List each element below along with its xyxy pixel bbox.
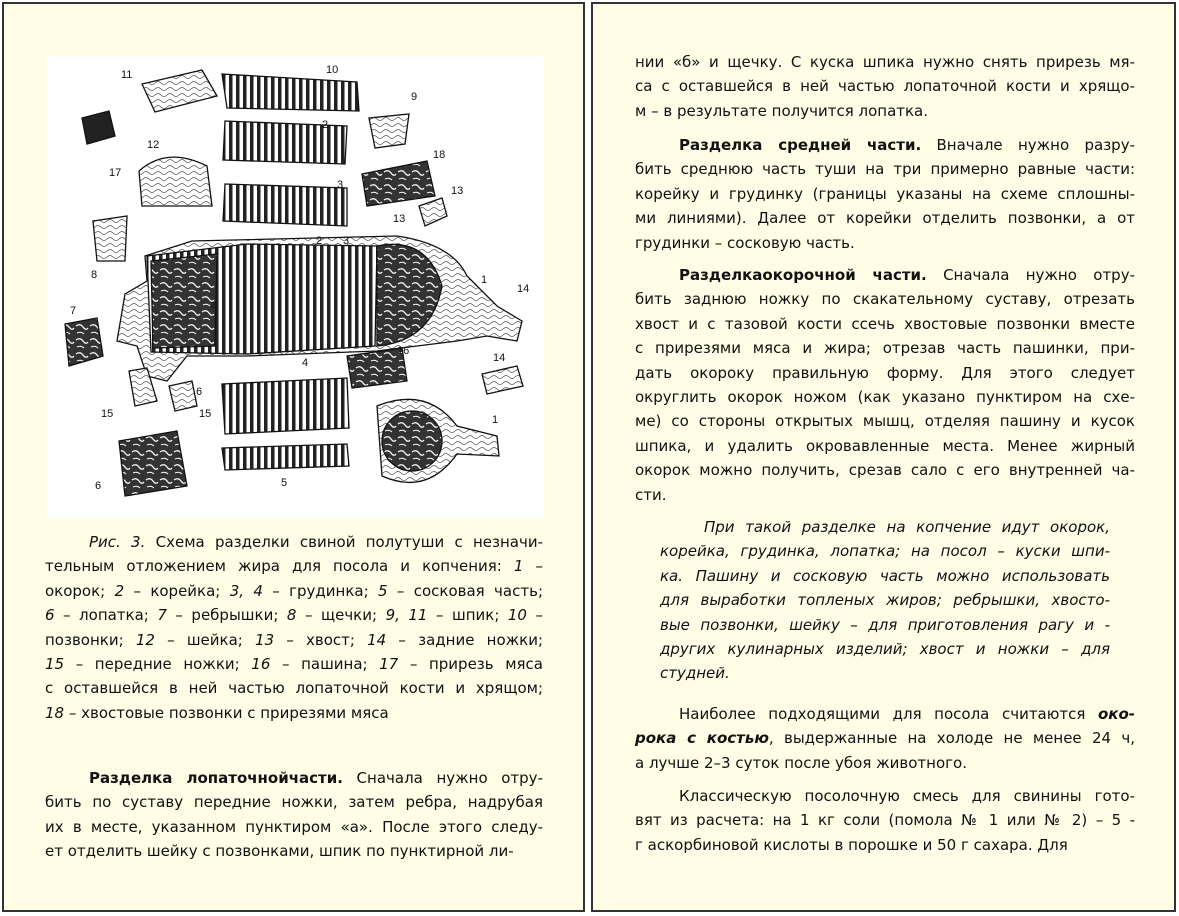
- text-run: а лучше 2–3 суток после убоя животного.: [635, 753, 967, 772]
- text-run: окорок можно получить, срезав сало с его внутренней ча-: [635, 461, 1135, 480]
- text-run: Сначала нужно отру-: [926, 266, 1135, 284]
- label-9: 9: [411, 91, 418, 103]
- text-line: [660, 613, 1110, 637]
- label-1: 1: [481, 274, 488, 286]
- italic-run: 18: [45, 703, 65, 722]
- text-line: [635, 385, 1135, 409]
- label-11: 11: [121, 69, 133, 81]
- text-line: [635, 726, 1135, 750]
- text-run: нии «б» и щечку. С куска шпика нужно снять прирезь мя-: [635, 53, 1135, 71]
- text-line: [660, 564, 1110, 588]
- text-run: бить среднюю часть туши на три примерно равные части:: [635, 160, 1135, 179]
- label-18: 18: [433, 149, 446, 161]
- text-run: бить по суставу передние ножки, затем ребра, надрубая: [45, 793, 543, 812]
- text-line: [45, 839, 543, 863]
- right-page: [591, 2, 1176, 912]
- text-run: , выдержанные на холоде не менее 24 ч,: [768, 729, 1135, 748]
- text-run: ка. Пашину и сосковую часть можно использовать: [660, 566, 1110, 585]
- text-line: [635, 702, 1135, 726]
- text-line: [45, 815, 543, 839]
- text-line: [635, 361, 1135, 385]
- text-line: [635, 336, 1135, 360]
- text-run: ме) со стороны открытых мышц, отделяя пашину и кусок: [635, 412, 1135, 431]
- text-run: ет отделить шейку с позвонками, шпик по пунктирной ли-: [45, 842, 514, 861]
- italic-run: 17: [379, 655, 399, 674]
- text-run: м – в результате получится лопатка.: [635, 101, 929, 120]
- text-run: са с оставшейся в ней частью лопаточной кости и хрящо-: [635, 77, 1135, 96]
- text-line: [635, 74, 1135, 98]
- label-6b: 6: [95, 480, 102, 492]
- text-run: – прирезь мяса: [398, 655, 543, 674]
- italic-run: 10: [507, 606, 527, 625]
- text-run: округлить окорок ножом (как указано пунктиром на схе-: [635, 388, 1135, 407]
- pork-cutting-diagram: [47, 56, 544, 518]
- text-run: –: [523, 557, 543, 576]
- text-line: [45, 603, 543, 627]
- text-line: [45, 579, 543, 603]
- bold-run: Разделка средней части.: [679, 136, 922, 154]
- bold-run: Разделка лопаточнойчасти.: [89, 769, 343, 787]
- text-line: [635, 133, 1135, 157]
- text-line: [45, 652, 543, 676]
- text-run: шпика, и удалить окровавленные места. Менее жирный: [635, 436, 1135, 455]
- text-line: [45, 628, 543, 652]
- text-line: [45, 554, 543, 578]
- text-run: Сначала нужно отру-: [342, 769, 543, 787]
- text-run: корейка, грудинка, лопатка; на посол – куски шпи-: [660, 542, 1110, 561]
- text-run: хвост и с тазовой кости ссечь хвостовые позвонки вместе: [635, 314, 1135, 333]
- label-1b: 1: [492, 414, 499, 426]
- label-5: 5: [281, 477, 288, 489]
- text-run: – передние ножки;: [64, 655, 252, 674]
- text-line: [660, 588, 1110, 612]
- text-line: [635, 99, 1135, 123]
- text-run: – шпик;: [427, 606, 508, 625]
- text-run: – пашина;: [270, 655, 380, 674]
- figure-caption: [45, 530, 543, 725]
- label-12: 12: [147, 139, 160, 151]
- label-14b: 14: [493, 352, 506, 364]
- text-line: [660, 515, 1110, 539]
- label-7: 7: [70, 305, 77, 317]
- text-run: их в месте, указанном пунктиром «а». После этого следу-: [45, 817, 543, 836]
- text-line: [660, 637, 1110, 661]
- text-run: грудинки – сосковую часть.: [635, 233, 855, 252]
- text-run: тельным отложением жира для посола и копчения:: [45, 557, 514, 576]
- italic-run: 16: [251, 655, 271, 674]
- label-3: 3: [337, 179, 344, 191]
- text-line: [635, 231, 1135, 255]
- text-line: [635, 206, 1135, 230]
- text-line: [45, 790, 543, 814]
- text-run: г аскорбиновой кислоты в порошке и 50 г сахара. Для: [635, 835, 1068, 854]
- section-salt-mix: [635, 784, 1135, 857]
- text-line: [635, 434, 1135, 458]
- text-line: [635, 312, 1135, 336]
- left-page: [2, 2, 585, 912]
- text-run: с прирезями мяса и жира; отрезав часть пашинки, при-: [635, 339, 1135, 358]
- text-line: [635, 483, 1135, 507]
- text-run: – корейка;: [124, 581, 230, 600]
- text-run: сти.: [635, 485, 667, 504]
- text-run: – хвостовые позвонки с прирезями мяса: [64, 703, 389, 722]
- label-3b: 3: [343, 235, 350, 247]
- note-italic: [660, 515, 1110, 686]
- italic-run: 3, 4: [229, 581, 263, 600]
- text-run: Классическую посолочную смесь для свинины гото-: [679, 787, 1135, 805]
- text-run: При такой разделке на копчение идут окорок,: [704, 518, 1110, 536]
- bold-run: Разделкаокорочной части.: [679, 266, 927, 284]
- text-run: других кулинарных изделий; хвост и ножки – для: [660, 640, 1110, 659]
- label-4: 4: [302, 357, 309, 369]
- italic-run: 1: [513, 557, 524, 576]
- text-line: [635, 458, 1135, 482]
- text-run: – ребрышки;: [166, 606, 287, 625]
- label-6a: 6: [196, 386, 203, 398]
- label-13a: 13: [451, 185, 464, 197]
- text-line: [45, 701, 543, 725]
- label-15b: 15: [199, 408, 212, 420]
- text-run: – лопатка;: [54, 606, 158, 625]
- text-line: [635, 751, 1135, 775]
- text-run: – щечки;: [296, 606, 386, 625]
- text-line: [635, 833, 1135, 857]
- italic-run: 2: [114, 581, 125, 600]
- label-10: 10: [326, 64, 339, 76]
- italic-run: 8: [286, 606, 297, 625]
- text-run: дать окороку правильную форму. Для этого следует: [635, 363, 1135, 382]
- italic-run: 13: [255, 630, 275, 649]
- section-shoulder-cutting: [45, 766, 543, 864]
- section-ham-cutting: [635, 263, 1135, 507]
- italic-run: 12: [135, 630, 155, 649]
- label-17: 17: [109, 167, 122, 179]
- text-line: [660, 661, 1110, 685]
- text-run: с оставшейся в ней частью лопаточной кости и хрящом;: [45, 679, 543, 698]
- text-line: [635, 409, 1135, 433]
- text-line: [635, 287, 1135, 311]
- bold-run: око-: [1097, 705, 1135, 723]
- text-run: – шейка;: [154, 630, 256, 649]
- text-run: ми линиями). Далее от корейки отделить позвонки, а от: [635, 209, 1135, 228]
- label-a: a: [211, 299, 218, 311]
- text-run: позвонки;: [45, 630, 136, 649]
- text-run: –: [526, 606, 543, 625]
- text-line: [635, 263, 1135, 287]
- italic-run: 9, 11: [385, 606, 428, 625]
- label-13b: 13: [393, 213, 406, 225]
- text-line: [635, 784, 1135, 808]
- italic-run: 14: [367, 630, 387, 649]
- text-run: Вначале нужно разру-: [921, 136, 1135, 154]
- text-line: [635, 808, 1135, 832]
- text-line: [635, 157, 1135, 181]
- section-salting: [635, 702, 1135, 775]
- italic-run: 7: [157, 606, 167, 625]
- text-run: Наиболее подходящими для посола считаются: [679, 705, 1098, 723]
- label-14a: 14: [517, 283, 530, 295]
- text-run: корейку и грудинку (границы указаны на схеме сплошны-: [635, 184, 1135, 203]
- text-line: [635, 50, 1135, 74]
- label-15a: 15: [101, 408, 114, 420]
- text-run: – хвост;: [274, 630, 368, 649]
- text-line: [45, 766, 543, 790]
- text-run: – грудинка;: [262, 581, 378, 600]
- text-run: вые позвонки, шейку – для приготовления рагу и -: [660, 615, 1110, 634]
- text-line: [45, 676, 543, 700]
- label-2: 2: [322, 119, 329, 131]
- text-run: – задние ножки;: [386, 630, 543, 649]
- text-run: для выработки топленых жиров; ребрышки, хвосто-: [660, 591, 1110, 610]
- italic-run: Рис. 3.: [89, 533, 146, 551]
- text-run: Схема разделки свиной полутуши с незначи-: [145, 533, 543, 551]
- label-16: 16: [397, 345, 410, 357]
- italic-run: 6: [45, 606, 55, 625]
- diagram-svg: [47, 56, 544, 518]
- text-run: – сосковая часть;: [387, 581, 543, 600]
- bold-run: рока с костью: [635, 729, 769, 748]
- text-run: бить заднюю ножку по скакательному суставу, отрезать: [635, 290, 1135, 309]
- text-line: [635, 182, 1135, 206]
- italic-run: 5: [378, 581, 388, 600]
- text-run: окорок;: [45, 581, 115, 600]
- text-run: студней.: [660, 664, 730, 683]
- section-middle-cutting: [635, 133, 1135, 255]
- label-8: 8: [91, 269, 98, 281]
- label-2b: 2: [316, 235, 323, 247]
- text-line: [660, 539, 1110, 563]
- continuation-paragraph: [635, 50, 1135, 123]
- italic-run: 15: [45, 655, 65, 674]
- text-line: [45, 530, 543, 554]
- text-run: вят из расчета: на 1 кг соли (помола № 1 или № 2) – 5 -: [635, 811, 1135, 830]
